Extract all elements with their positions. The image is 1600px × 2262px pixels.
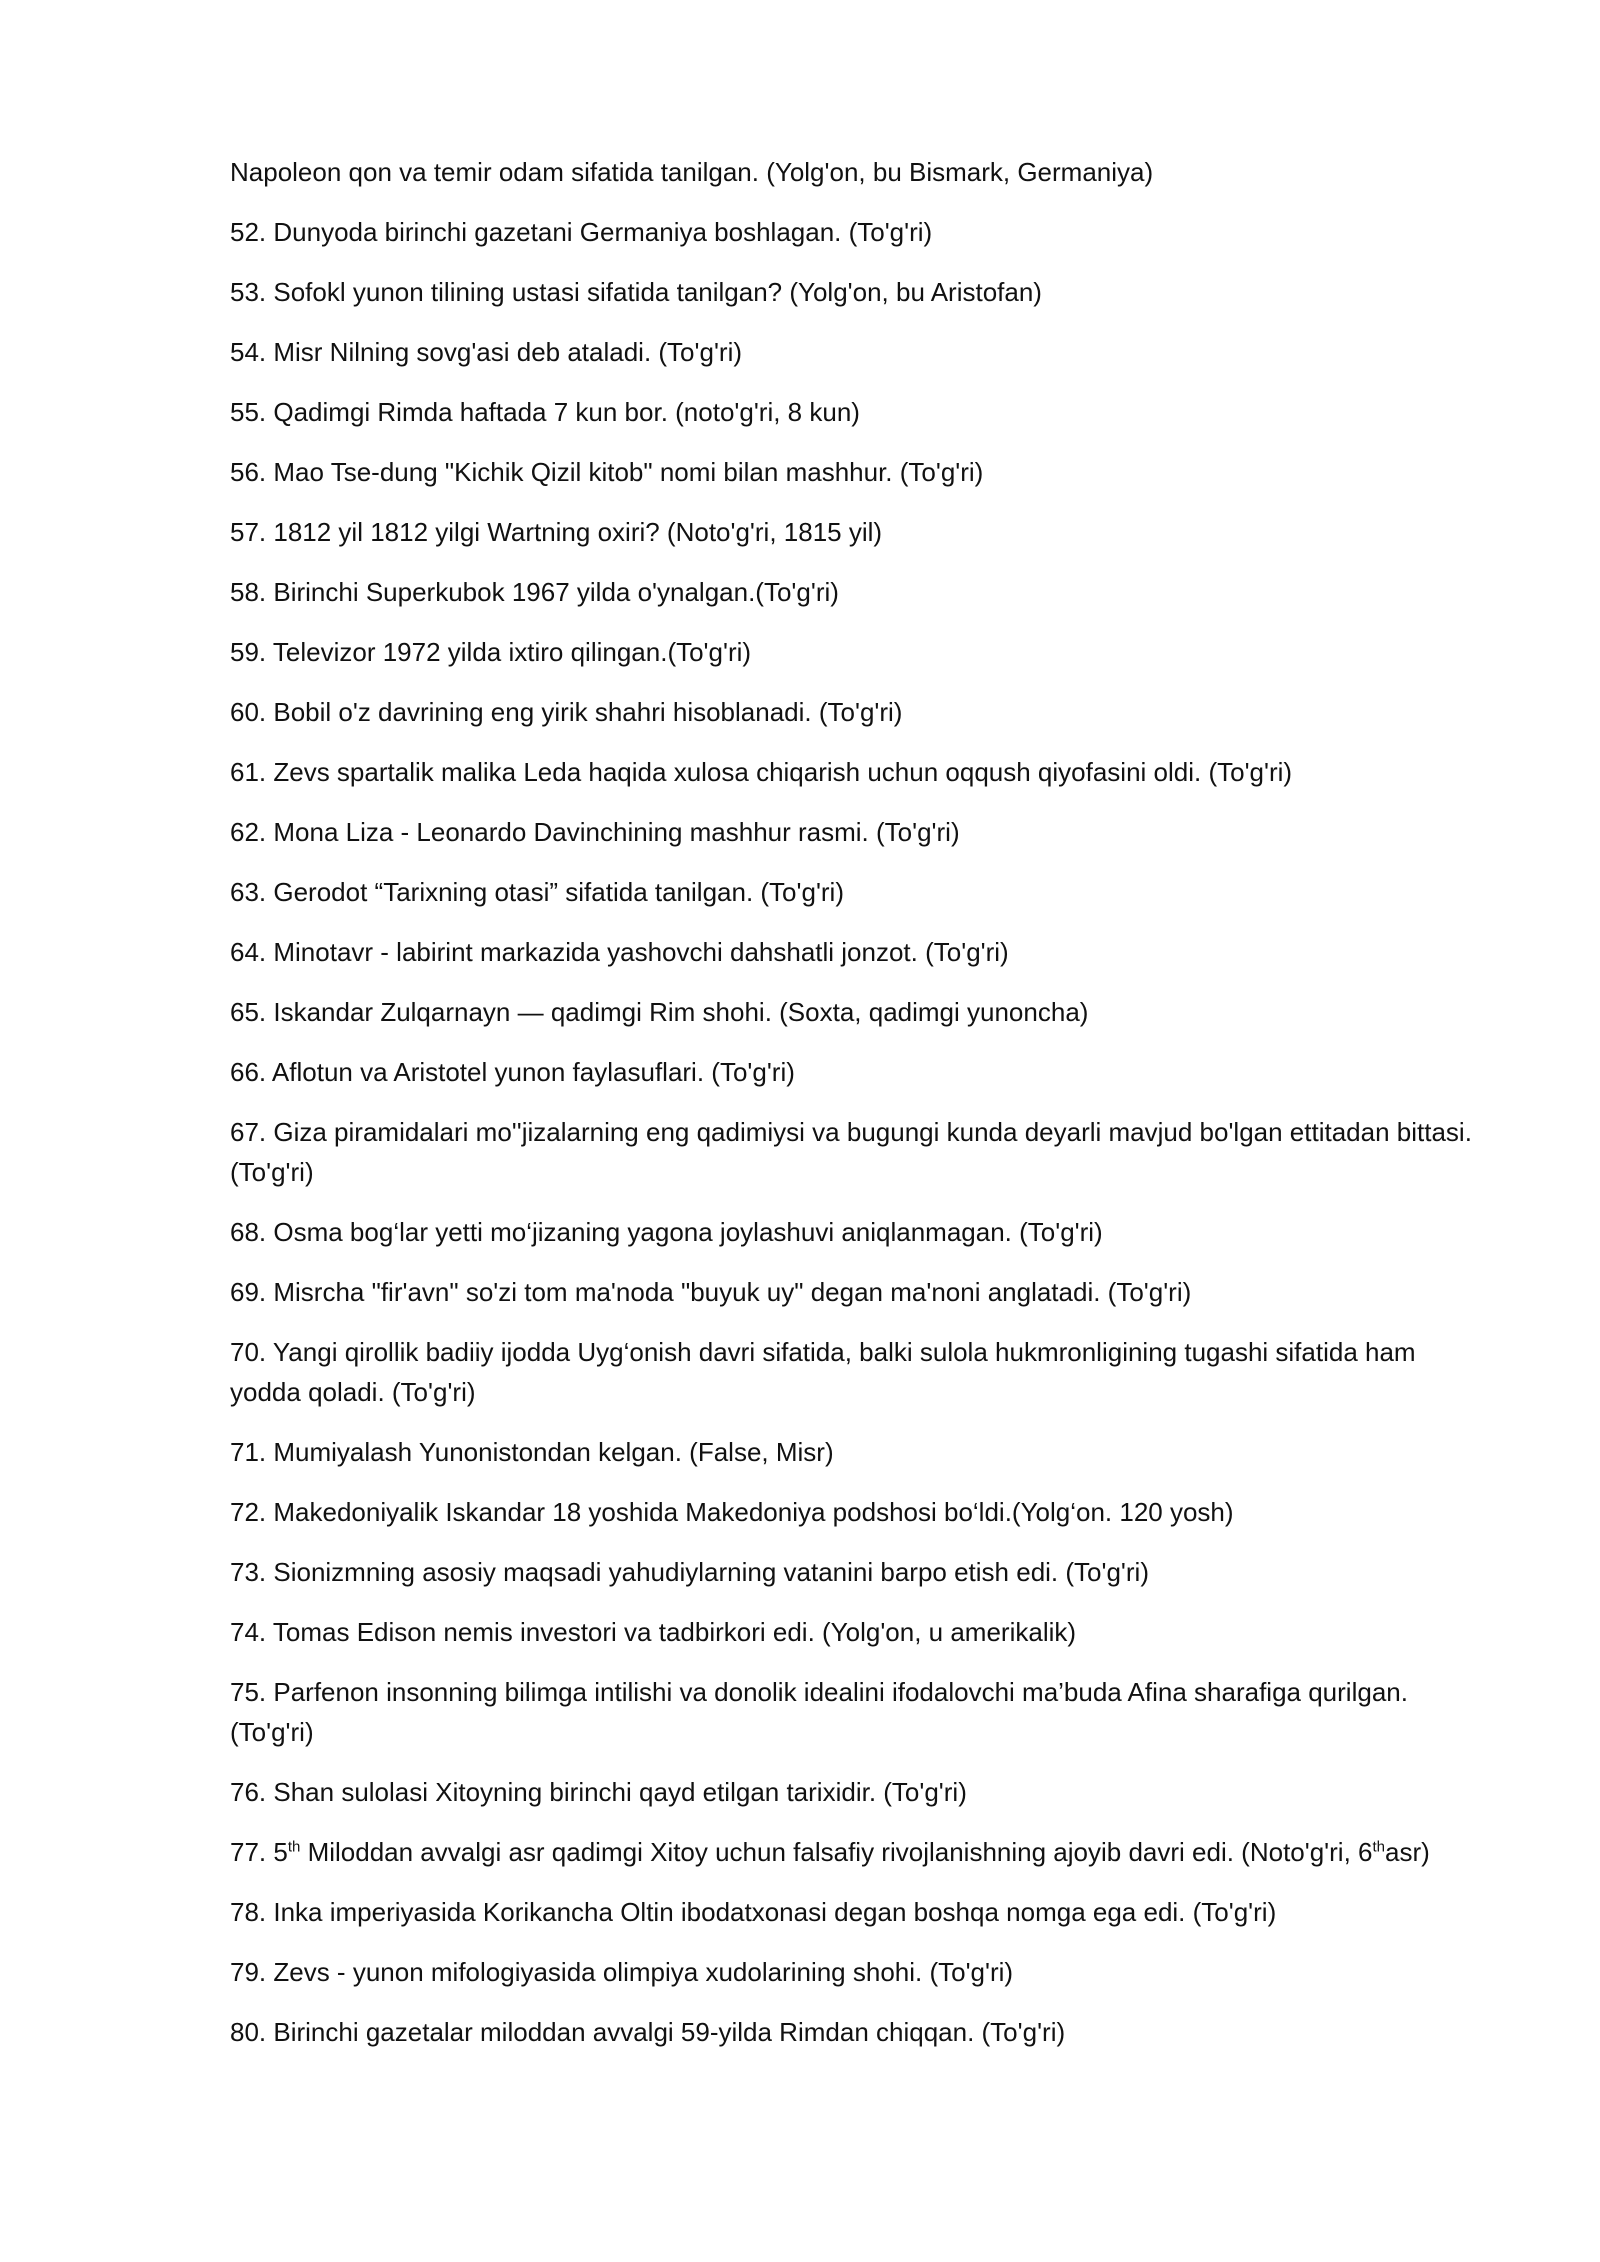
- paragraph: 58. Birinchi Superkubok 1967 yilda o'ynalgan.(To'g'ri): [230, 577, 839, 607]
- paragraph: 75. Parfenon insonning bilimga intilishi va donolik idealini ifodalovchi ma’buda Afina sharafiga qurilgan. (To'g'ri): [230, 1677, 1408, 1747]
- paragraph: 52. Dunyoda birinchi gazetani Germaniya boshlagan. (To'g'ri): [230, 217, 933, 247]
- paragraph: 54. Misr Nilning sovg'asi deb ataladi. (To'g'ri): [230, 337, 743, 367]
- paragraph: 65. Iskandar Zulqarnayn — qadimgi Rim shohi. (Soxta, qadimgi yunoncha): [230, 997, 1089, 1027]
- superscript: th: [1372, 1838, 1385, 1856]
- paragraph: 71. Mumiyalash Yunonistondan kelgan. (False, Misr): [230, 1437, 834, 1467]
- paragraph: 79. Zevs - yunon mifologiyasida olimpiya xudolarining shohi. (To'g'ri): [230, 1957, 1014, 1987]
- paragraph: 76. Shan sulolasi Xitoyning birinchi qayd etilgan tarixidir. (To'g'ri): [230, 1777, 967, 1807]
- paragraph: 59. Televizor 1972 yilda ixtiro qilingan.(To'g'ri): [230, 637, 752, 667]
- document-body: [230, 152, 1480, 2072]
- superscript: th: [287, 1838, 301, 1856]
- paragraph: 67. Giza piramidalari mo''jizalarning eng qadimiysi va bugungi kunda deyarli mavjud bo'lgan ettitadan bittasi. (To'g'ri): [230, 1117, 1472, 1187]
- paragraph: 70. Yangi qirollik badiiy ijodda Uyg‘onish davri sifatida, balki sulola hukmronligining tugashi sifatida ham yodda qoladi. (To'g'ri): [230, 1337, 1416, 1407]
- paragraph: 74. Tomas Edison nemis investori va tadbirkori edi. (Yolg'on, u amerikalik): [230, 1617, 1077, 1647]
- paragraph: 78. Inka imperiyasida Korikancha Oltin ibodatxonasi degan boshqa nomga ega edi. (To'g'ri): [230, 1897, 1277, 1927]
- paragraph: 64. Minotavr - labirint markazida yashovchi dahshatli jonzot. (To'g'ri): [230, 937, 1009, 967]
- paragraph: 55. Qadimgi Rimda haftada 7 kun bor. (noto'g'ri, 8 kun): [230, 397, 860, 427]
- paragraph: 53. Sofokl yunon tilining ustasi sifatida tanilgan? (Yolg'on, bu Aristofan): [230, 277, 1042, 307]
- paragraph: 73. Sionizmning asosiy maqsadi yahudiylarning vatanini barpo etish edi. (To'g'ri): [230, 1557, 1149, 1587]
- paragraph-77-suffix: asr): [1385, 1837, 1430, 1867]
- paragraph: 68. Osma bog‘lar yetti mo‘jizaning yagona joylashuvi aniqlanmagan. (To'g'ri): [230, 1217, 1103, 1247]
- paragraph-77-middle: Miloddan avvalgi asr qadimgi Xitoy uchun falsafiy rivojlanishning ajoyib davri edi. (Noto'g'ri, 6: [300, 1837, 1373, 1867]
- paragraph: 72. Makedoniyalik Iskandar 18 yoshida Makedoniya podshosi bo‘ldi.(Yolg‘on. 120 yosh): [230, 1497, 1234, 1527]
- paragraph-77-prefix: 77. 5: [230, 1837, 288, 1867]
- paragraph: 56. Mao Tse-dung "Kichik Qizil kitob" nomi bilan mashhur. (To'g'ri): [230, 457, 984, 487]
- paragraph: 61. Zevs spartalik malika Leda haqida xulosa chiqarish uchun oqqush qiyofasini oldi. (To'g'ri): [230, 757, 1293, 787]
- paragraph: 60. Bobil o'z davrining eng yirik shahri hisoblanadi. (To'g'ri): [230, 697, 903, 727]
- paragraph-77: [230, 1832, 1480, 1872]
- paragraph: Napoleon qon va temir odam sifatida tanilgan. (Yolg'on, bu Bismark, Germaniya): [230, 157, 1154, 187]
- paragraph: 63. Gerodot “Tarixning otasi” sifatida tanilgan. (To'g'ri): [230, 877, 844, 907]
- paragraph: 69. Misrcha "fir'avn" so'zi tom ma'noda "buyuk uy" degan ma'noni anglatadi. (To'g'ri): [230, 1277, 1192, 1307]
- paragraph: 66. Aflotun va Aristotel yunon faylasuflari. (To'g'ri): [230, 1057, 795, 1087]
- paragraph: 57. 1812 yil 1812 yilgi Wartning oxiri? (Noto'g'ri, 1815 yil): [230, 517, 883, 547]
- paragraph: 62. Mona Liza - Leonardo Davinchining mashhur rasmi. (To'g'ri): [230, 817, 960, 847]
- paragraph: 80. Birinchi gazetalar miloddan avvalgi 59-yilda Rimdan chiqqan. (To'g'ri): [230, 2017, 1066, 2047]
